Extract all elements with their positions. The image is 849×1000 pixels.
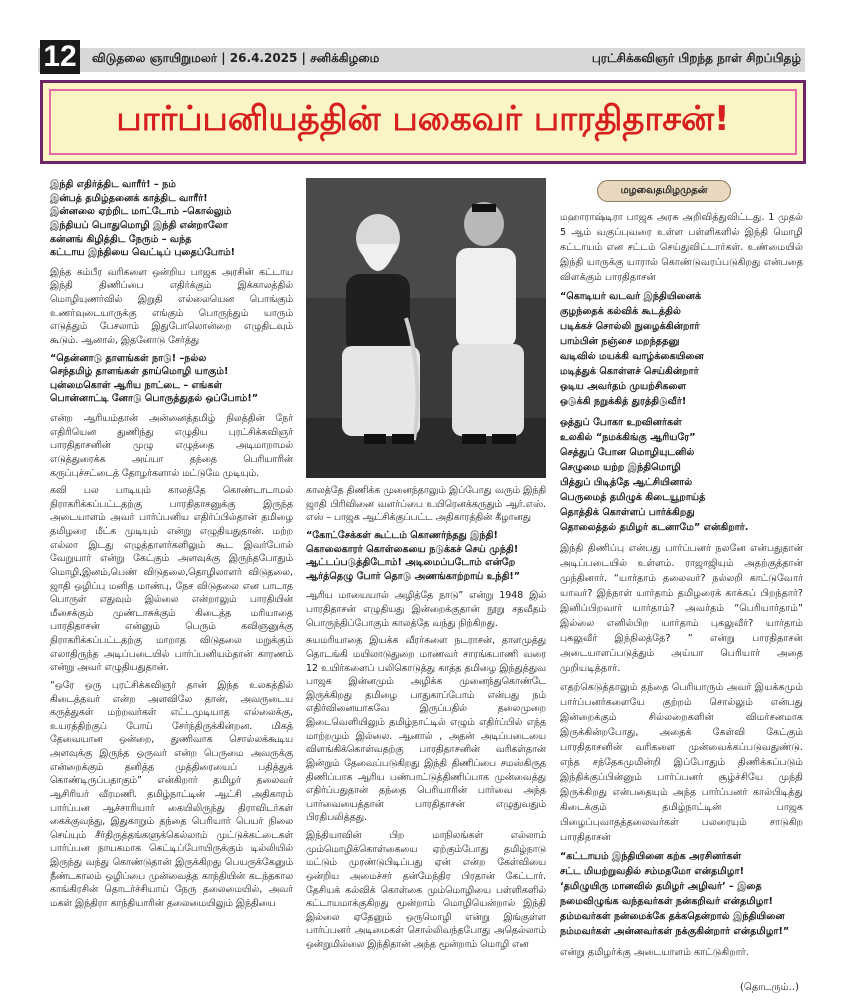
poem-line: இன்பத் தமிழ்தனைக் காத்திட வாரீர்! <box>50 192 208 204</box>
poem-line: பொன்னாட்டி னோடு பொருத்துதல் ஒப்போம்!” <box>50 393 259 405</box>
right-paragraph-4: என்று தமிழர்க்கு அடையாளம் காட்டுகிறார். <box>560 947 749 958</box>
poem-line: செழுமை யற்ற இந்திமொழி <box>560 462 681 473</box>
page-number: 12 <box>40 40 80 74</box>
poem-line: “கோட்சேக்கள் கூட்டம் கொணர்ந்தது இந்தி! <box>306 529 498 541</box>
poem-line: கட்டாய இந்தியை வெட்டிப் புதைப்போம்! <box>50 247 236 259</box>
left-poem-2 <box>50 352 293 407</box>
poem-line: ஒத்துப் போகா உறவினர்கள் <box>560 417 682 428</box>
poem-line: பாம்பின் நஞ்சை மறந்ததனு <box>560 336 680 347</box>
poem-line: செத்துப் போன மொழியுடனில் <box>560 447 695 458</box>
author-tag: மழவைதமிழமுதன் <box>597 180 731 202</box>
left-column <box>50 178 293 915</box>
right-poem-3 <box>560 849 803 939</box>
right-poem-1 <box>560 289 803 409</box>
left-paragraph-4: “ஒரே ஒரு புரட்சிக்கவிஞர் தான் இந்த உலகத்தில் கிடைத்தவர் என்ற அளவிலே தான், அவருடைய கருத்துகள் மற்றவர்கள் எட்டமுடியாத எல்லைக்கு, உயரத்திற்குப் போய் சேர்ந்திருக்கின்றன. மிகத் தேவையான ஒன்றை, துணிவாக சொல்லக்கூடிய அளவுக்கு இருந்த ஒருவர் என்ற பெருமை அவருக்கு என்றைக்கும் தனித்த முத்திரையைப் பதித்துக் கொண்டிருப்பதாகும்” என்கிறார் தமிழர் தலைவர் ஆசிரியர் வீரமணி. தமிழ்நாட்டின் ஆட்சி அதிகாரம் பார்ப்பன ஆச்சாரியார் கையிலிருந்து திராவிடர்கள் கைக்குவந்து, இதுகாறும் தந்தை பெரியார் பெயர் நிலை செய்யும் சீர்திருத்தங்களுக்கெல்லாம் முட்டுக்கட்டைகள் பார்ப்பன நாயகமாக கெட்டிப்போயிருக்கும் டில்லியில் இருந்து வந்து கொண்டுதான் இருக்கிறது பெயருக்கேனும் நீண்டகாலம் ஒழிப்பை முன்வைத்த காந்தியின் கடந்தகால காங்கிரசின் தொடர்ச்சியாய் நேரு தலைமையில், அவர் மகள் இந்திரா காந்தியாரின் தலைமையிலும் இந்தியை <box>50 679 293 909</box>
poem-line: இந்தி எதிர்த்திட வாரீர்! – நம் <box>50 179 177 190</box>
poem-line: கொலைகாரர் கொள்கையை நடுக்கச் செய் முந்தி! <box>306 543 519 555</box>
right-column <box>560 210 803 964</box>
middle-paragraph-2: சுயமரியாதை இயக்க வீரர்களை நடராசன், தாளமுத்து தொடங்கி மயிலாடுதுறை மாணவர் சாரங்கபாணி வரை 12 உயிர்களைப் பலிகொடுத்து காத்த தமிழை இந்துத்துவ பாஜக இன்னமும் அழிக்க முனைந்துகொண்டே இருக்கிறது தமிழை பாதுகாப்போம் என்பது நம் எதிர்வினையாகவே இருப்பதில் தலைமுறை இடைவெளியிலும் தமிழ்நாட்டில் எழும் எதிர்ப்பில் எந்த மாற்றமும் இல்லை. ஆனால் , அதன் அடிப்படையை விளங்கிக்கொள்வதற்கு பாரதிதாசனின் வரிகள்தான் இன்றும் தேவைப்படுகிறது இந்தி திணிப்பை சமஸ்கிருத திணிப்பாக ஆரிய பண்பாட்டுத்திணிப்பாக முன்வைத்து எதிர்ப்பதுதான் தந்தை பெரியாரின் பார்வை அந்த பார்வையைத்தான் பாரதிதாசன் எழுதுவதும் பிரதிபலித்தது. <box>306 635 546 824</box>
left-paragraph-3: கவி பல பாடியும் காலத்தே கொண்டாடாமல் நிராகரிக்கப்பட்டதற்கு பாரதிதாசனுக்கு இருந்த அடையாளம் அவர் பார்ப்பனிய எதிர்ப்பில்தான் தமிழை தமிழரை மீட்க முடியும் என்று எழுதியதுதான். மற்ற எல்லா இடது எழுத்தாளர்களிலும் கூட இவர்போல் வேறுயார் என்று கேட்கும் அளவுக்கு இருந்தபோதும் மொழி,இனம்,பெண் விடுதலை,தொழிலாளர் விடுதலை, ஜாதி ஒழிப்பு மனித மாண்பு, நேச விடுதலை என பாடாத பொருள் எதுவும் இல்லை என்றாலும் பாரதியின் மீசைக்கும் முண்டாசுக்கும் கிடைத்த மரியாதை பாரதிதாசன் என்னும் பெரும் கவிஞனுக்கு நிராகரிக்கப்பட்டதற்கு மாறாத விடுதலை மறுக்கும் எலாதிருந்த அடிப்படையில் பார்ப்பனியம்தான் காரணம் என்று அவர் எழுதியதுதான். <box>50 485 293 674</box>
poem-line: தம்மவர்கள் நன்மைக்கே தக்கதென்றால் இந்தியினை <box>560 911 785 922</box>
middle-column <box>306 484 546 956</box>
publication-line: விடுதலை ஞாயிறுமலர் | 26.4.2025 | சனிக்கிழமை <box>92 51 380 65</box>
poem-line: கன்னங் கிழித்திட நேரும் – வந்த <box>50 233 192 245</box>
poem-line: தொத்திக் கொள்ளப் பார்க்கிறது <box>560 507 695 518</box>
poem-line: நம்மவர்கள் அன்னவர்கள் நக்குகின்றார் என்தமிழா!” <box>560 926 790 937</box>
poem-line: ஆட்டப்படுத்திடோம்! அடிமைப்படோம் என்றே <box>306 557 516 569</box>
poem-line: வடிவில் மயக்கி வாழ்க்கையினை <box>560 351 704 362</box>
poem-line: உலகில் “நமக்கிங்கு ஆரியரே” <box>560 432 696 443</box>
middle-paragraph-1: ஆரிய மாயையால் அழித்தே நாடு” என்று 1948 இல் பாரதிதாசன் எழுதியது இன்றைக்குதான் நூறு சதவீதம் பொருந்திப்போகும் காலத்தே வந்து நிற்கிறது. <box>306 590 546 629</box>
photo-caption: காலத்தே திணிக்க முனைந்தாலும் இப்போது வரும் இந்தி ஜாதி பிரிவினை வளர்ப்பை உயிரெனக்கருதும் ஆர்.எஸ். எஸ் – பாஜக ஆட்சிக்குப்பட்ட அதிகாரத்தின் கீழானது <box>306 485 546 524</box>
right-paragraph-2: இந்தி திணிப்பு என்பது பார்ப்பனர் நலனே என்பதுதான் அடிப்படையில் உள்ளம். ராஜாஜியும் அதற்குத்தான் முந்தினார். “யார்தாம் தலைவர்? நல்லறி காட்டுவோர் யாவர்? இந்நாள் யார்தாம் தமிழரைக் காக்கப் பிறந்தார்? இனிப்பிறவார் யார்தாம்? அவர்தம் “பெரியார்தாம்” இல்லை எனில்பிற யார்தாம் புகலுவீர்? யார்தாம் புகலுவீர் இந்நிலத்தே? ” என்று பாரதிதாசன் அடையாளப்படுத்தும் அய்யா பெரியார் அதை முறியடித்தார். <box>560 543 803 674</box>
poem-line: படிக்கச் சொல்லி நுழைக்கின்றார் <box>560 321 700 332</box>
poem-line: இந்தியப் பொதுமொழி இந்தி என்றாலோ <box>50 219 228 231</box>
poem-line: இன்னலை ஏற்றிட மாட்டோம் –கொல்லும் <box>50 206 232 218</box>
poem-line: பெருமைத் தமிழுக் கிடையூறாய்த் <box>560 492 706 503</box>
middle-paragraph-3: இந்தியாவின் பிற மாநிலங்கள் எல்லாம் மும்மொழிக்கொள்கையை ஏற்கும்போது தமிழ்நாடு மட்டும் முரண்டுபிடிப்பது ஏன் என்ற கேள்வியை ஒன்றிய அமைச்சர் தன்மேந்திர பிரதான் கேட்டார். தேசியக் கல்விக் கொள்கை மும்மொழியை பள்ளிகளில் கட்டாயமாக்குகிறது மூன்றாம் மொழியென்றால் இந்தி இல்லை ஏதேனும் ஒருமொழி என்று இங்குள்ள பார்ப்பனர் அடிமைகள் சொல்லிவந்தபோது அதெல்லாம் ஒன்றுமில்லை இந்திதான் அந்த மூன்றாம் மொழி என <box>306 830 546 950</box>
poem-line: நமைவிழுங்க வந்தவர்கள் நன்கறிவர் என்தமிழா! <box>560 896 773 907</box>
headline: பார்ப்பனியத்தின் பகைவர் பாரதிதாசன்! <box>116 99 730 139</box>
poem-line: “தென்னாடு தாளங்கள் நாடு! –நல்ல <box>50 352 207 364</box>
poem-line: “கட்டாயம் இந்தியினை கற்க அரசினர்கள் <box>560 851 742 862</box>
continued-label: (தொடரும்..) <box>740 982 799 993</box>
poem-line: “கொடியர் வடவர் இந்தியினைக் <box>560 291 702 302</box>
poem-line: ஆர்த்தெழு போர் தொடு அணங்காற்றாய் உந்தி!” <box>306 570 521 582</box>
headline-banner <box>40 80 806 164</box>
poem-line: மடித்துக் கொள்ளச் செய்கின்றார் <box>560 366 699 377</box>
right-paragraph-3: எதற்கெடுத்தாலும் தந்தை பெரியாரும் அவர் இயக்கமும் பார்ப்பனர்களையே குற்றம் சொல்லும் என்பது இன்றைக்கும் சில்லறைகளின் விமர்சனமாக இருக்கின்றபோது, அதைக் கேள்வி கேட்கும் பாரதிதாசனின் வரிகளை முன்வைக்கப்படுவதுண்டு. எந்த சந்தேகமுமின்றி இப்போதும் திணிக்கப்படும் இந்திக்குப்பின்னும் பார்ப்பனர் சூழ்ச்சியே முந்தி இருக்கிறது என்பதையும் அந்த பார்ப்பனர் கால்பிடித்து கிடைக்கும் தமிழ்நாட்டின் பாஜக பிழைப்புவாதத்தலைவர்கள் பலரையும் சாடுகிற பாரதிதாசன் <box>560 682 803 843</box>
right-paragraph-1: மஹாராஷ்டிரா பாஜக அரசு அறிவித்துவிட்டது. 1 முதல் 5 ஆம் வகுப்புவரை உள்ள பள்ளிகளில் இந்தி மொழி கட்டாயம் என சட்டம் செய்துவிட்டார்கள். உண்மையில் இந்தி யாருக்கு யாரால் கொண்டுவரப்படுகிறது என்பதை விளக்கும் பாரதிதாசன் <box>560 212 803 283</box>
poem-line: புன்மைகொள் ஆரிய நாட்டை – எங்கள் <box>50 379 223 391</box>
poem-line: பித்துப் பிடித்தே ஆட்சியினால் <box>560 477 693 488</box>
left-paragraph-1: இந்த கம்பீர வரிகளை ஒன்றிய பாஜக அரசின் கட்டாய இந்தி திணிப்பை எதிர்க்கும் இக்காலத்தில் மொழியுணர்வில் இறுதி எல்லையென பொங்கும் உணர்வுடையாருக்கு எங்கும் பொருந்தும் யாரும் எடுத்தும் பேசலாம் இதுபோலொன்றை எழுதிடவும் கூடும். ஆனால், இதனோடு சேர்த்து <box>50 266 293 346</box>
poem-line: குழந்தைக் கல்விக் கூடத்தில் <box>560 306 681 317</box>
poem-line: செந்தமிழ் தாளங்கள் தாய்மொழி யாகும்! <box>50 366 229 378</box>
poem-line: சட்ட மியற்றுவதில் சம்மதமோ என்தமிழா! <box>560 866 744 877</box>
special-issue-label: புரட்சிக்கவிஞர் பிறந்த நாள் சிறப்பிதழ் <box>591 51 801 65</box>
archival-photo <box>306 178 546 478</box>
poem-line: ஒடிய அவர்தம் முயற்சிகளை <box>560 381 687 392</box>
left-paragraph-2: என்ற ஆரியம்தான் அன்னைத்தமிழ் நிலத்தின் நேர் எதிரியென துணிந்து எழுதிய புரட்சிக்கவிஞர் பாரதிதாசனின் முழு எழுத்தை அடிமாறாமல் எடுத்துரைக்க அய்யா தந்தை பெரியாரின் கருப்புச்சட்டைத் தோழர்களால் மட்டுமே முடியும். <box>50 413 293 479</box>
middle-poem <box>306 529 546 584</box>
poem-line: தொலைத்தல் தமிழர் கடனாமே” என்கிறார். <box>560 522 749 533</box>
poem-line: ஒடுக்கி நறுக்கித் துரத்திடுவீர்! <box>560 396 687 407</box>
right-poem-2 <box>560 415 803 535</box>
poem-line: ‘தமிழுயிரு மானவில் தமிழர் அழிவர்’ – இதை <box>560 881 762 892</box>
left-poem-1 <box>50 178 293 260</box>
photo-illustration <box>306 178 546 478</box>
